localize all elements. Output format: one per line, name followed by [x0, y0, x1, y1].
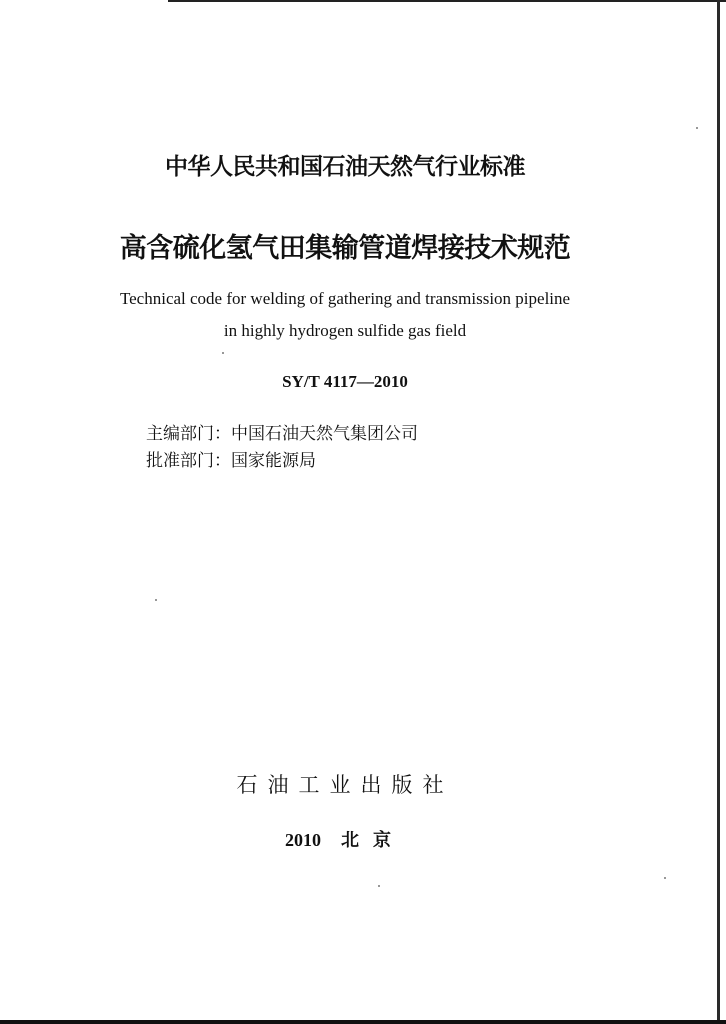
document-title-chinese: 高含硫化氢气田集输管道焊接技术规范: [119, 233, 571, 264]
chief-editor-label: 主编部门：: [146, 424, 231, 444]
scan-border-bottom: [0, 1020, 726, 1024]
document-title-english-line1: Technical code for welding of gathering and transmission pipeline: [119, 289, 571, 308]
approver-label: 批准部门：: [146, 451, 231, 471]
scan-speck: [664, 877, 666, 879]
standard-number: SY/T 4117—2010: [282, 372, 408, 391]
publication-place-year: [0, 826, 690, 852]
publication-year: 2010: [285, 830, 321, 850]
approver-value: 国家能源局: [231, 451, 316, 471]
scan-border-right: [717, 0, 720, 1024]
scan-speck: [222, 352, 224, 354]
standard-category: 中华人民共和国石油天然气行业标准: [165, 154, 525, 180]
document-title-english-line2: in highly hydrogen sulfide gas field: [223, 321, 467, 340]
scan-border-top: [168, 0, 726, 2]
chief-editor-row: [146, 419, 418, 444]
scan-speck: [378, 885, 380, 887]
approver-row: [146, 446, 316, 471]
publisher-name: 石油工业出版社: [236, 773, 454, 797]
scan-speck: [155, 599, 157, 601]
publication-city: 北京: [341, 830, 405, 851]
scan-speck: [696, 127, 698, 129]
chief-editor-value: 中国石油天然气集团公司: [231, 424, 418, 444]
